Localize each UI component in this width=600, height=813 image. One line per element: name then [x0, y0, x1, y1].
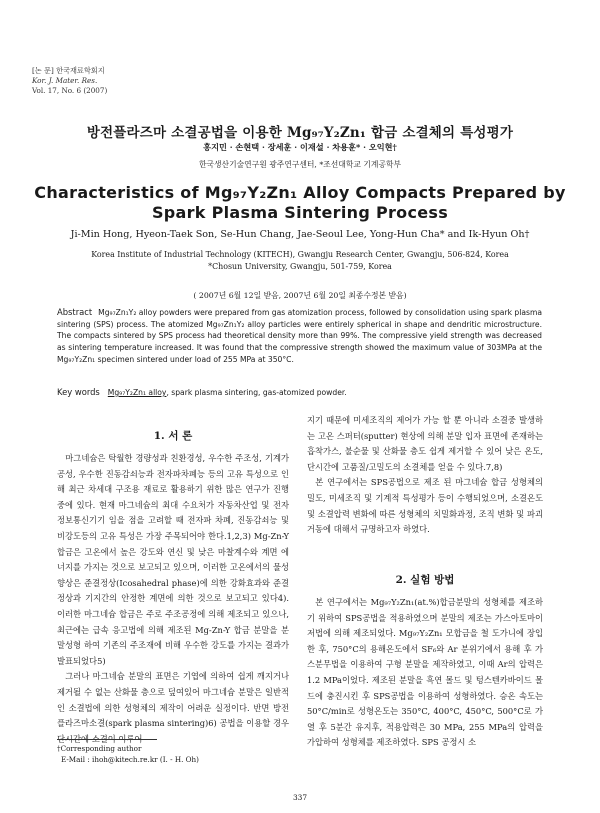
- section-2-title: 2. 실험 방법: [395, 574, 455, 586]
- methods-paragraph-1: 본 연구에서는 Mg₉₇Y₂Zn₁(at.%)합금분말의 성형체를 제조하기 위하여 SPS공법을 적용하였으며 분말의 제조는 가스아토마이저법에 의해 제조되었다. Mg₉₇Y₂Zn₁ 모합금을 철 도가니에 장입한 후, 750°C의 용해온도에서 SF₆와 Ar 분위기에서 용해 후 가스분무법을 이용하여 구형 분말을 제작하였고, 이때 Ar의 압력은 1.2 MPa이었다. 제조된 분말을 흑연 몰드 및 텅스텐카바이드 몰드에 충진시킨 후 SPS공법을 이용하여 성형하였다. 승온 속도는 50°C/min로 성형온도는 350°C, 400°C, 450°C, 500°C로 가열 후 5분간 유지후, 적용압력은 30 MPa, 255 MPa의 압력을 가압하여 성형체를 제조하였다. SPS 공정시 소: [307, 597, 543, 748]
- affiliation-english: [0, 249, 600, 272]
- journal-name: Kor. J. Mater. Res.: [32, 76, 98, 85]
- corresponding-author: †Corresponding author: [57, 744, 142, 753]
- section-1-title: 1. 서 론: [153, 430, 193, 442]
- keywords-label: Key words: [57, 387, 100, 397]
- intro-paragraph-2: 그러나 마그네슘 분말의 표면은 기엽에 의하여 쉽게 깨지거나 제거될 수 없는 산화물 층으로 덮여있어 마그네슘 분말은 일반적인 소결법에 의한 성형체의 제작이 어려운 실정이다. 반면 방전플라즈마소결(spark plasma sintering)6) 공법을 이용할 경우 단시간에 소결이 이루어: [57, 671, 289, 744]
- right-column-intro: [307, 413, 543, 538]
- title-english-line1: Characteristics of Mg₉₇Y₂Zn₁ Alloy Compacts Prepared by: [34, 183, 566, 202]
- right-column-methods: [307, 595, 543, 751]
- footnote: [57, 744, 199, 765]
- affiliation-english-line2: *Chosun University, Gwangju, 501-759, Korea: [208, 261, 392, 271]
- footnote-rule: [57, 739, 157, 740]
- keywords-rest: , spark plasma sintering, gas-atomized powder.: [166, 388, 347, 397]
- left-column-body: [57, 451, 289, 747]
- authors-english: Ji-Min Hong, Hyeon-Taek Son, Se-Hun Chang, Jae-Seoul Lee, Yong-Hun Cha* and Ik-Hyun Oh†: [70, 229, 530, 240]
- title-english-line2: Spark Plasma Sintering Process: [151, 202, 449, 222]
- journal-header: [32, 66, 107, 96]
- keyword-underlined: Mg₉₇Y₂Zn₁ alloy: [107, 388, 167, 397]
- received-dates: ( 2007년 6월 12일 받음, 2007년 6월 20일 최종수정본 받음): [193, 291, 407, 300]
- title-english: [0, 183, 600, 222]
- intro-paragraph-continued: 지기 때문에 미세조직의 제어가 가능 할 뿐 아니라 소결중 발생하는 고온 스퍼터(sputter) 현상에 의해 분말 입자 표면에 존재하는 흡착가스, 불순물 및 산화물 층도 쉽게 제거할 수 있어 낮은 온도, 단시간에 고품질/고밀도의 소결체를 얻을 수 있다.7,8): [307, 415, 543, 472]
- affiliation-english-line1: Korea Institute of Industrial Technology (KITECH), Gwangju Research Center, Gwangju, 506-824, Korea: [91, 250, 509, 259]
- journal-volume: Vol. 17, No. 6 (2007): [32, 86, 108, 95]
- abstract-label: Abstract: [57, 307, 93, 317]
- keywords: [57, 387, 542, 397]
- intro-paragraph-3: 본 연구에서는 SPS공법으로 제조 된 마그네슘 합금 성형체의 밀도, 미세조직 및 기계적 특성평가 등이 수행되었으며, 소결온도 및 소결압력 변화에 따른 성형체의 치밀화과정, 조직 변화 및 파괴거동에 대해서 규명하고자 하였다.: [307, 477, 543, 535]
- authors-korean: 홍지민 · 손현택 · 장세훈 · 이재설 · 차용훈* · 오익현†: [203, 142, 397, 152]
- intro-paragraph-1: 마그네슘은 탁월한 경량성과 친환경성, 우수한 주조성, 기계가공성, 우수한 진동감쇠능과 전자파차폐능 등의 고유 특성으로 인해 최근 차세대 구조용 재료로 활용하기 위한 많은 연구가 진행중에 있다. 현재 마그네슘의 최대 수요처가 자동차산업 및 전자정보통신기기 임을 점을 고려할 때 전자파 차폐, 진동감쇠능 및 비강도등의 고유 특성은 가장 주목되어야 한다.1,2,3) Mg-Zn-Y합금은 고온에서 높은 강도와 연신 및 낮은 마찰계수와 계면 에너지를 가지는 것으로 보고되고 있으며, 이러한 고온에서의 물성 향상은 준결정상(Icosahedral phase)에 의한 강화효과와 준결정상과 기지간의 안정한 계면에 의한 것으로 보고되고 있다4). 이러한 마그네슘 합금은 주로 주조공정에 의해 제조되고 있으나, 최근에는 급속 응고법에 의해 제조된 Mg-Zn-Y 합금 분말을 분말성형 하여 기존의 주조재에 비해 우수한 강도를 가지는 결과가 발표되었다5): [57, 453, 289, 666]
- page-number: 337: [292, 793, 308, 802]
- abstract: [57, 307, 542, 366]
- author-email: E-Mail : ihoh@kitech.re.kr (I. - H. Oh): [61, 754, 199, 764]
- affiliation-korean: 한국생산기술연구원 광주연구센터, *조선대학교 기계공학부: [198, 160, 402, 169]
- abstract-text: Mg₉₇Zn₁Y₂ alloy powders were prepared from gas atomization process, followed by consolidation using spark plasma sintering (SPS) process. The atomized Mg₉₇Zn₁Y₂ alloy particles were entirely spherical in shape and dendritic microstructure. The compacts sintered by SPS process had theoretical density more than 99%. The compressive yield strength was decreased as sintering temperature increased. It was found that the compressive strength showed the maximum value of 303MPa at the Mg₉₇Y₂Zn₁ specimen sintered under load of 255 MPa at 350°C.: [57, 308, 542, 364]
- title-korean: 방전플라즈마 소결공법을 이용한 Mg₉₇Y₂Zn₁ 합금 소결체의 특성평가: [86, 125, 514, 141]
- journal-category: [논 문] 한국재료학회지: [32, 66, 105, 75]
